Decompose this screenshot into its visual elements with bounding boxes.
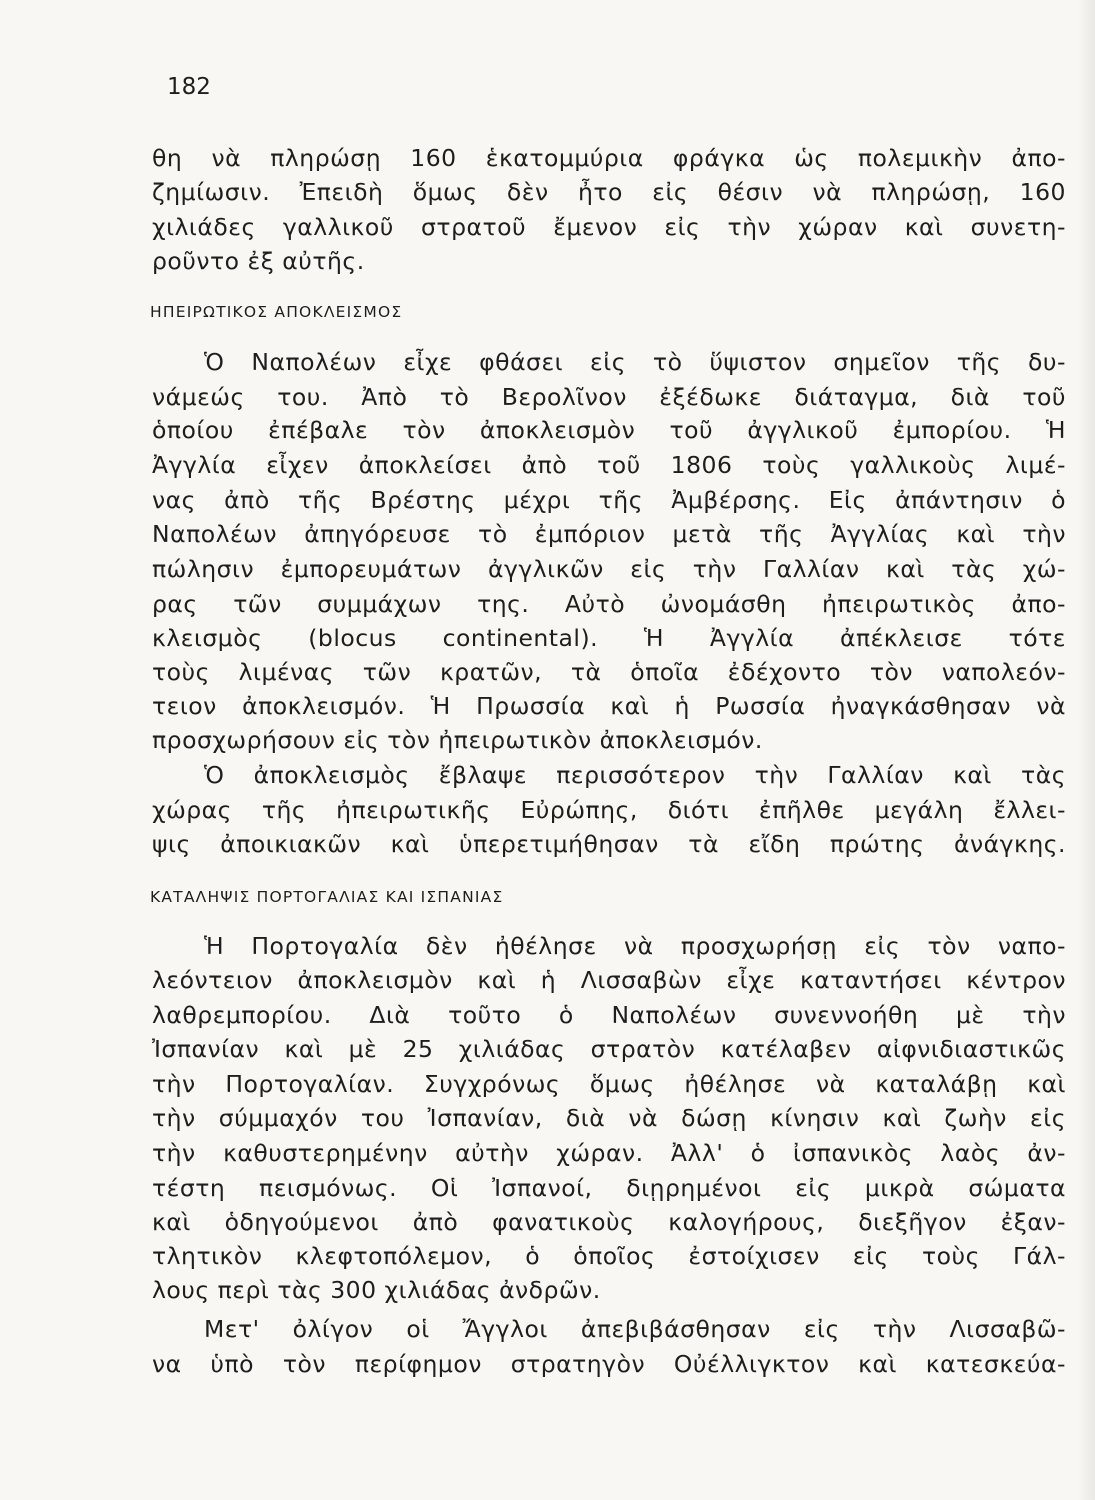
text-line: ψις ἀποικιακῶν καὶ ὑπερετιμήθησαν τὰ εἴδη πρώτης ἀνάγκης. (152, 830, 1066, 858)
text-line: τὴν σύμμαχόν του Ἰσπανίαν, διὰ νὰ δώσῃ κίνησιν καὶ ζωὴν εἰς (152, 1104, 1066, 1132)
text-line: τέστη πεισμόνως. Οἱ Ἰσπανοί, διῃρημένοι εἰς μικρὰ σώματα (152, 1174, 1066, 1202)
text-line: Ὁ ἀποκλεισμὸς ἔβλαψε περισσότερον τὴν Γαλλίαν καὶ τὰς (204, 761, 1066, 789)
text-line: τὴν καθυστερημένην αὐτὴν χώραν. Ἀλλ' ὁ ἰσπανικὸς λαὸς ἀν- (152, 1139, 1066, 1167)
text-line: τλητικὸν κλεφτοπόλεμον, ὁ ὁποῖος ἐστοίχισεν εἰς τοὺς Γάλ- (152, 1242, 1066, 1270)
text-line: Ναπολέων ἀπηγόρευσε τὸ ἐμπόριον μετὰ τῆς Ἀγγλίας καὶ τὴν (152, 520, 1066, 548)
page-number: 182 (167, 74, 211, 100)
text-line: χώρας τῆς ἠπειρωτικῆς Εὐρώπης, διότι ἐπῆλθε μεγάλη ἔλλει- (152, 796, 1066, 824)
text-line: χιλιάδες γαλλικοῦ στρατοῦ ἔμενον εἰς τὴν χώραν καὶ συνετη- (152, 213, 1066, 241)
text-line: προσχωρήσουν εἰς τὸν ἠπειρωτικὸν ἀποκλεισμόν. (152, 726, 763, 754)
page-edge-shadow (1077, 0, 1095, 1500)
text-line: Ἰσπανίαν καὶ μὲ 25 χιλιάδας στρατὸν κατέλαβεν αἰφνιδιαστικῶς (152, 1035, 1066, 1063)
text-line: νάμεώς του. Ἀπὸ τὸ Βερολῖνον ἐξέδωκε διάταγμα, διὰ τοῦ (152, 383, 1066, 411)
text-line: να ὑπὸ τὸν περίφημον στρατηγὸν Οὐέλλιγκτον καὶ κατεσκεύα- (152, 1350, 1066, 1378)
section-heading: ΚΑΤΑΛΗΨΙΣ ΠΟΡΤΟΓΑΛΙΑΣ ΚΑΙ ΙΣΠΑΝΙΑΣ (150, 888, 504, 906)
text-line: Ἀγγλία εἶχεν ἀποκλείσει ἀπὸ τοῦ 1806 τοὺς γαλλικοὺς λιμέ- (152, 451, 1066, 479)
text-line: λους περὶ τὰς 300 χιλιάδας ἀνδρῶν. (152, 1276, 601, 1304)
text-line: ρας τῶν συμμάχων της. Αὐτὸ ὠνομάσθη ἠπειρωτικὸς ἀπο- (152, 590, 1066, 618)
text-line: καὶ ὁδηγούμενοι ἀπὸ φανατικοὺς καλογήρους, διεξῆγον ἐξαν- (152, 1208, 1066, 1236)
text-line: κλεισμὸς (blocus continental). Ἡ Ἀγγλία ἀπέκλεισε τότε (152, 624, 1066, 652)
text-line: Ὁ Ναπολέων εἶχε φθάσει εἰς τὸ ὕψιστον σημεῖον τῆς δυ- (204, 348, 1066, 376)
text-line: λαθρεμπορίου. Διὰ τοῦτο ὁ Ναπολέων συνεννοήθη μὲ τὴν (152, 1001, 1066, 1029)
text-line: ροῦντο ἐξ αὐτῆς. (152, 247, 365, 275)
text-line: Ἡ Πορτογαλία δὲν ἠθέλησε νὰ προσχωρήσῃ εἰς τὸν ναπο- (204, 932, 1066, 960)
text-line: ζημίωσιν. Ἐπειδὴ ὅμως δὲν ἦτο εἰς θέσιν νὰ πληρώσῃ, 160 (152, 178, 1066, 206)
section-heading: ΗΠΕΙΡΩΤΙΚΟΣ ΑΠΟΚΛΕΙΣΜΟΣ (150, 303, 403, 321)
text-line: λεόντειον ἀποκλεισμὸν καὶ ἡ Λισσαβὼν εἶχε καταντήσει κέντρον (152, 966, 1066, 994)
text-line: τειον ἀποκλεισμόν. Ἡ Πρωσσία καὶ ἡ Ρωσσία ἠναγκάσθησαν νὰ (152, 692, 1066, 720)
text-line: νας ἀπὸ τῆς Βρέστης μέχρι τῆς Ἀμβέρσης. Εἰς ἀπάντησιν ὁ (152, 486, 1066, 514)
text-line: ὁποίου ἐπέβαλε τὸν ἀποκλεισμὸν τοῦ ἀγγλικοῦ ἐμπορίου. Ἡ (152, 416, 1066, 444)
text-line: πώλησιν ἐμπορευμάτων ἀγγλικῶν εἰς τὴν Γαλλίαν καὶ τὰς χώ- (152, 555, 1066, 583)
text-line: τοὺς λιμένας τῶν κρατῶν, τὰ ὁποῖα ἐδέχοντο τὸν ναπολεόν- (152, 658, 1066, 686)
text-line: θη νὰ πληρώσῃ 160 ἑκατομμύρια φράγκα ὡς πολεμικὴν ἀπο- (152, 144, 1066, 172)
text-line: τὴν Πορτογαλίαν. Συγχρόνως ὅμως ἠθέλησε νὰ καταλάβῃ καὶ (152, 1070, 1066, 1098)
text-line: Μετ' ὀλίγον οἱ Ἄγγλοι ἀπεβιβάσθησαν εἰς τὴν Λισσαβῶ- (204, 1315, 1066, 1343)
